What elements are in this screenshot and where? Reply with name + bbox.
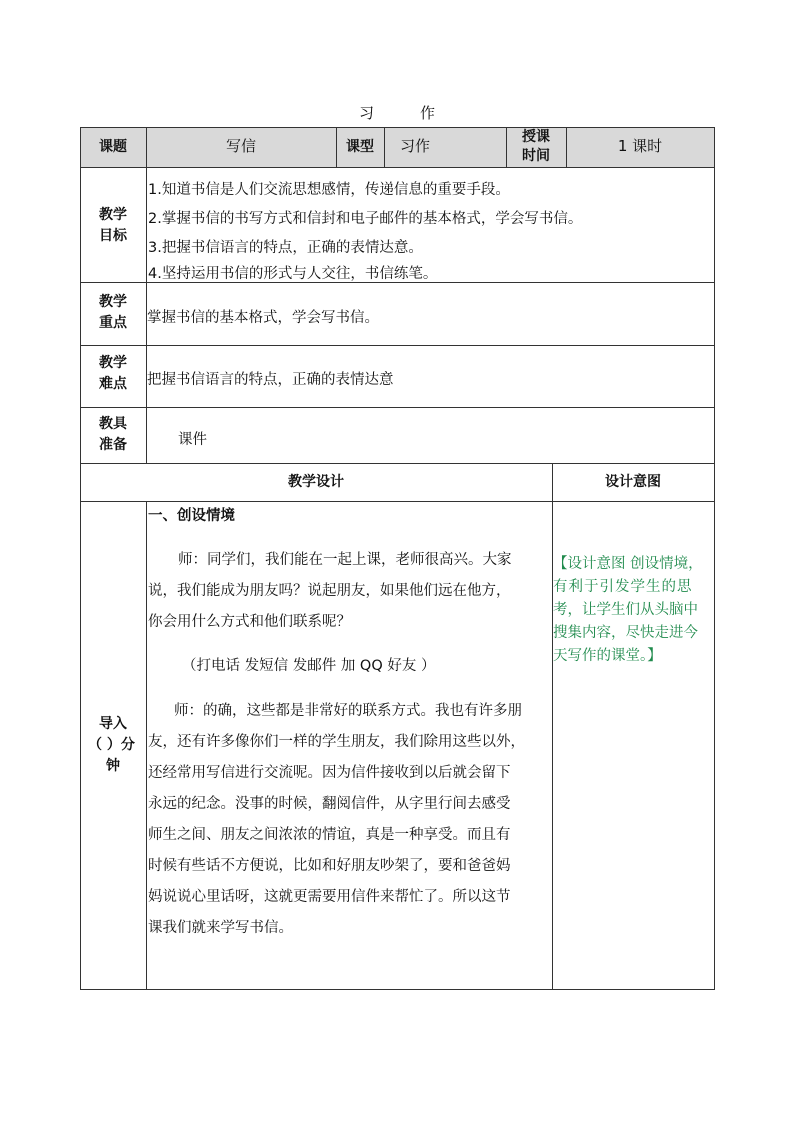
objectives-label xyxy=(80,205,146,247)
objective-item-1: 1.知道书信是人们交流思想感情，传递信息的重要手段。 xyxy=(148,182,510,198)
time-label-line-2: 时间 xyxy=(522,148,550,164)
intent-line-1: 【设计意图 创设情境， xyxy=(553,556,703,572)
intro-line-12: 课我们就来学写书信。 xyxy=(148,920,293,936)
intent-line-4: 搜集内容，尽快走进今 xyxy=(553,625,698,641)
title-char-1: 习 xyxy=(358,104,374,122)
difficulties-label-line-1: 教学 xyxy=(99,355,127,371)
key-points-text: 掌握书信的基本格式，学会写书信。 xyxy=(147,310,379,326)
intro-label-line-2: （ ）分 xyxy=(88,737,135,753)
design-header-left: 教学设计 xyxy=(288,473,344,490)
objectives-label-line-1: 教学 xyxy=(99,207,127,223)
intro-line-11: 妈说说心里话呀，这就更需要用信件来帮忙了。所以这节 xyxy=(148,889,511,905)
time-label-line-1: 授课 xyxy=(522,129,550,145)
objective-item-3: 3.把握书信语言的特点，正确的表情达意。 xyxy=(148,240,423,256)
difficulties-text: 把握书信语言的特点，正确的表情达意 xyxy=(147,372,394,388)
topic-value: 写信 xyxy=(225,137,256,156)
intro-label xyxy=(80,714,146,777)
intro-label-line-1: 导入 xyxy=(99,716,127,732)
topic-label: 课题 xyxy=(99,138,127,155)
intro-line-9: 师生之间、朋友之间浓浓的情谊，真是一种享受。而且有 xyxy=(148,827,511,843)
design-header-right: 设计意图 xyxy=(605,473,661,490)
tools-text: 课件 xyxy=(178,432,207,448)
time-value: 1 课时 xyxy=(617,137,663,156)
intro-line-5: 师：的确，这些都是非常好的联系方式。我也有许多朋 xyxy=(174,703,522,719)
intro-line-7: 还经常用写信进行交流呢。因为信件接收到以后就会留下 xyxy=(148,765,511,781)
objectives-label-line-2: 目标 xyxy=(99,228,127,244)
objective-item-4: 4.坚持运用书信的形式与人交往，书信练笔。 xyxy=(148,266,438,282)
intent-line-2: 有利于引发学生的思 xyxy=(553,579,693,595)
type-value: 习作 xyxy=(400,137,431,156)
intro-line-3: 你会用什么方式和他们联系呢？ xyxy=(148,614,351,630)
intro-line-2: 说，我们能成为朋友吗？说起朋友，如果他们远在他方， xyxy=(148,583,511,599)
intro-line-1: 师：同学们，我们能在一起上课，老师很高兴。大家 xyxy=(178,552,512,568)
intent-line-3: 考，让学生们从头脑中 xyxy=(553,602,698,618)
tools-label-line-2: 准备 xyxy=(99,437,127,453)
title-char-2: 作 xyxy=(420,104,436,122)
intro-line-6: 友，还有许多像你们一样的学生朋友，我们除用这些以外， xyxy=(148,734,525,750)
document-title xyxy=(0,102,794,123)
intro-label-line-3: 钟 xyxy=(106,758,120,774)
intent-line-5: 天写作的课堂。】 xyxy=(553,648,662,664)
type-label: 课型 xyxy=(346,138,374,155)
key-points-label-line-1: 教学 xyxy=(99,294,127,310)
intro-section-title: 一、创设情境 xyxy=(148,508,235,524)
key-points-label-line-2: 重点 xyxy=(99,315,127,331)
intro-line-10: 时候有些话不方便说，比如和好朋友吵架了，要和爸爸妈 xyxy=(148,858,511,874)
time-label xyxy=(506,127,566,167)
difficulties-label xyxy=(80,353,146,395)
intro-line-4: （打电话 发短信 发邮件 加 QQ 好友 ） xyxy=(182,658,436,674)
objective-item-2: 2.掌握书信的书写方式和信封和电子邮件的基本格式，学会写书信。 xyxy=(148,211,583,227)
difficulties-label-line-2: 难点 xyxy=(99,376,127,392)
intro-line-8: 永远的纪念。没事的时候，翻阅信件，从字里行间去感受 xyxy=(148,796,511,812)
key-points-label xyxy=(80,292,146,334)
tools-label-line-1: 教具 xyxy=(99,416,127,432)
tools-label xyxy=(80,414,146,456)
